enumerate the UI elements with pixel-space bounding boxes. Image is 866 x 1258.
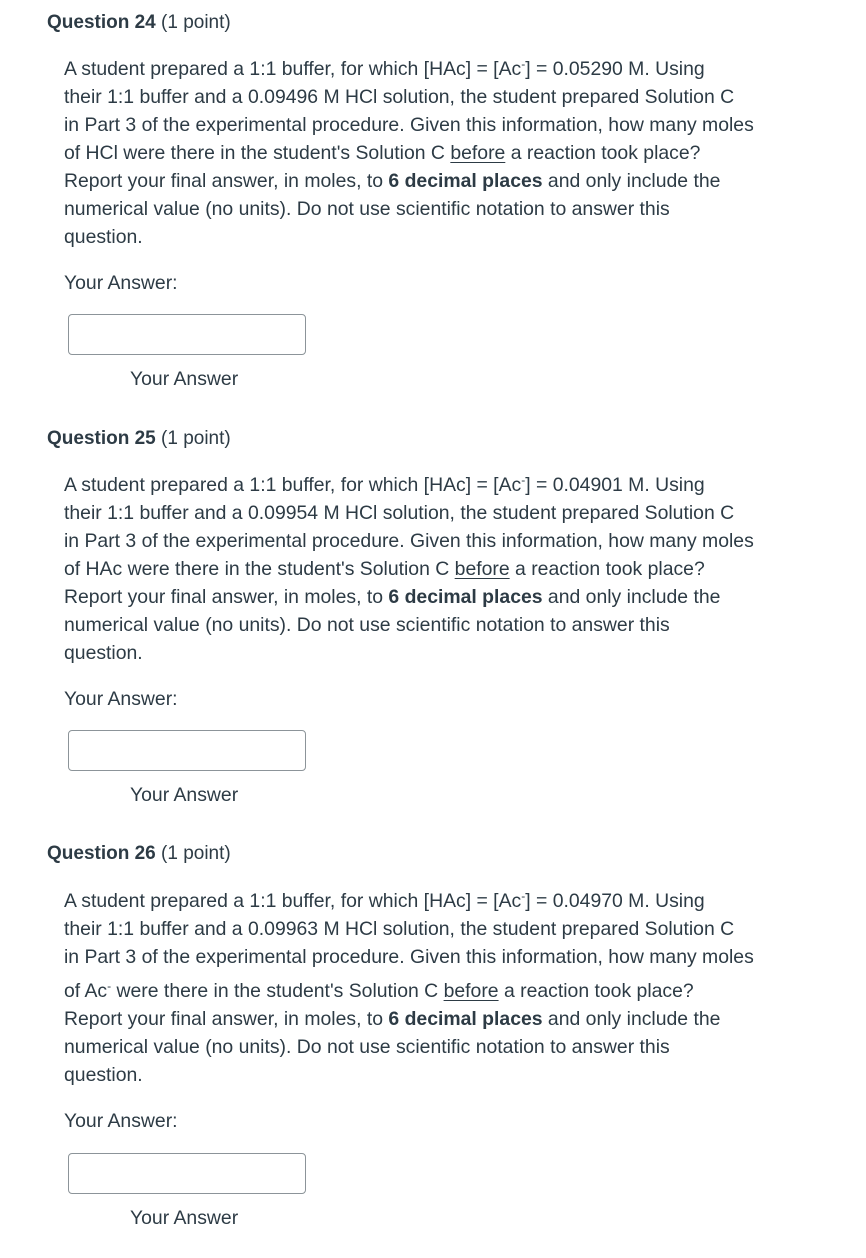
question-line: Report your final answer, in moles, to 6 decimal places and only include the <box>64 586 721 608</box>
question-text <box>64 55 824 251</box>
question-line: of Ac- were there in the student's Solution C before a reaction took place? <box>64 979 694 1002</box>
question-line: question. <box>64 1064 143 1086</box>
answer-label: Your Answer: <box>64 688 178 710</box>
answer-input[interactable] <box>68 1153 306 1194</box>
question-title: Question 24 <box>47 12 156 33</box>
question-text <box>64 887 824 1089</box>
answer-input[interactable] <box>68 730 306 771</box>
question-line: numerical value (no units). Do not use scientific notation to answer this <box>64 198 670 220</box>
question-line: of HAc were there in the student's Solution C before a reaction took place? <box>64 558 705 580</box>
question-line: Report your final answer, in moles, to 6 decimal places and only include the <box>64 1008 721 1030</box>
underlined-word: before <box>454 558 510 580</box>
question-text <box>64 471 824 667</box>
question-title: Question 25 <box>47 428 156 449</box>
question-line: of HCl were there in the student's Solution C before a reaction took place? <box>64 142 701 164</box>
question-line: question. <box>64 642 143 664</box>
question-points: (1 point) <box>161 12 231 33</box>
answer-caption: Your Answer <box>130 784 239 806</box>
underlined-word: before <box>450 142 506 164</box>
question-line: A student prepared a 1:1 buffer, for which [HAc] = [Ac-] = 0.04970 M. Using <box>64 889 705 912</box>
bold-emphasis: 6 decimal places <box>388 586 543 608</box>
answer-label: Your Answer: <box>64 1110 178 1132</box>
question-line: in Part 3 of the experimental procedure. Given this information, how many moles <box>64 946 754 968</box>
question-title: Question 26 <box>47 843 156 864</box>
answer-input[interactable] <box>68 314 306 355</box>
question-line: their 1:1 buffer and a 0.09954 M HCl solution, the student prepared Solution C <box>64 502 735 524</box>
question-line: their 1:1 buffer and a 0.09963 M HCl solution, the student prepared Solution C <box>64 918 735 940</box>
question-line: in Part 3 of the experimental procedure. Given this information, how many moles <box>64 114 754 136</box>
question-line: in Part 3 of the experimental procedure. Given this information, how many moles <box>64 530 754 552</box>
question-header <box>47 11 231 35</box>
question-line: numerical value (no units). Do not use scientific notation to answer this <box>64 1036 670 1058</box>
question-line: question. <box>64 226 143 248</box>
question-points: (1 point) <box>161 428 231 449</box>
question-header <box>47 427 231 451</box>
question-points: (1 point) <box>161 843 231 864</box>
answer-caption: Your Answer <box>130 368 239 390</box>
bold-emphasis: 6 decimal places <box>388 1008 543 1030</box>
question-line: numerical value (no units). Do not use scientific notation to answer this <box>64 614 670 636</box>
question-line: A student prepared a 1:1 buffer, for which [HAc] = [Ac-] = 0.05290 M. Using <box>64 57 705 80</box>
question-line: Report your final answer, in moles, to 6 decimal places and only include the <box>64 170 721 192</box>
question-line: A student prepared a 1:1 buffer, for which [HAc] = [Ac-] = 0.04901 M. Using <box>64 473 705 496</box>
underlined-word: before <box>443 980 499 1002</box>
question-header <box>47 842 231 866</box>
answer-label: Your Answer: <box>64 272 178 294</box>
question-line: their 1:1 buffer and a 0.09496 M HCl solution, the student prepared Solution C <box>64 86 735 108</box>
bold-emphasis: 6 decimal places <box>388 170 543 192</box>
answer-caption: Your Answer <box>130 1207 239 1229</box>
